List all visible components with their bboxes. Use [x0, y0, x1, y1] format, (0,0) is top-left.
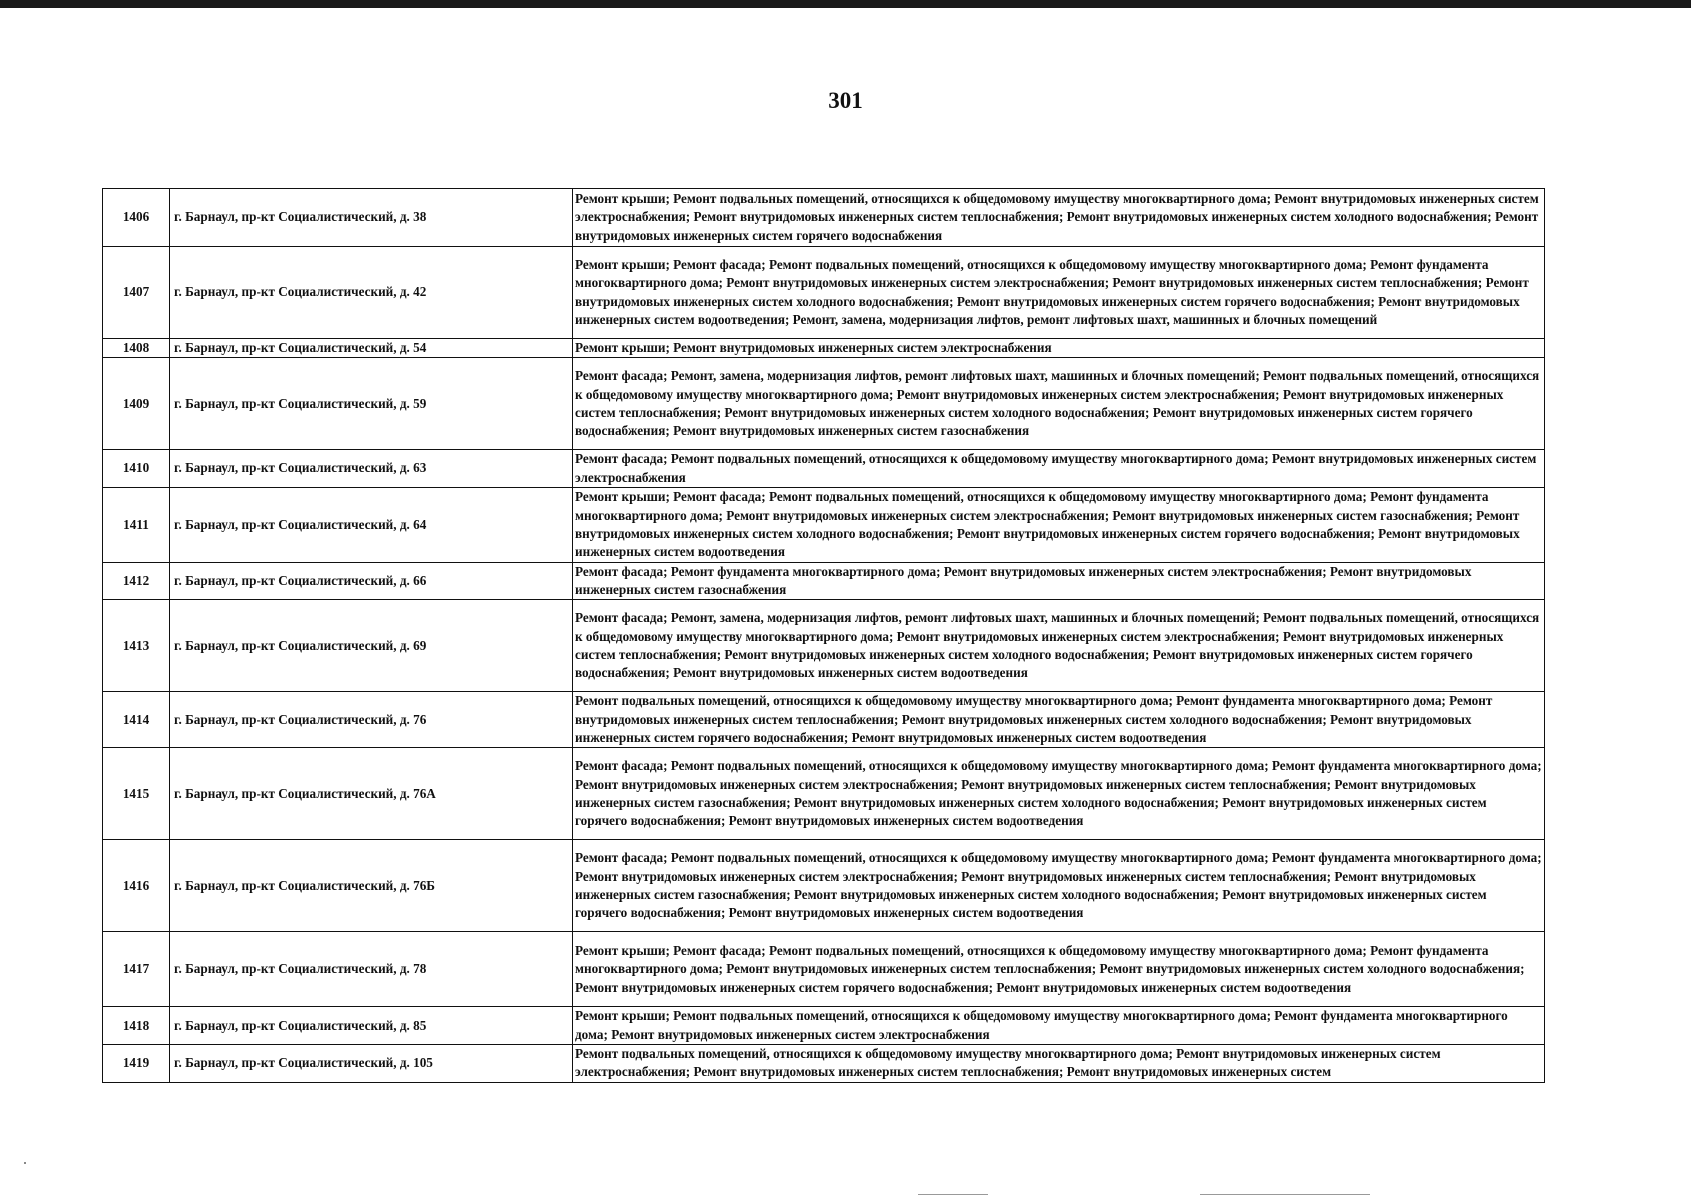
table-row	[103, 189, 1545, 247]
table-row	[103, 748, 1545, 840]
scan-artifact-line	[918, 1194, 988, 1195]
row-number: 1411	[103, 487, 170, 562]
row-works: Ремонт крыши; Ремонт фасада; Ремонт подвальных помещений, относящихся к общедомовому имуществу многоквартирного дома; Ремонт фундамента многоквартирного дома; Ремонт внутридомовых инженерных систем электроснабжения; Ремонт внутридомовых инженерных систем газоснабжения; Ремонт внутридомовых инженерных систем холодного водоснабжения; Ремонт внутридомовых инженерных систем горячего водоснабжения; Ремонт внутридомовых инженерных систем водоотведения	[573, 487, 1545, 562]
row-address: г. Барнаул, пр-кт Социалистический, д. 59	[170, 358, 573, 450]
row-number: 1413	[103, 600, 170, 692]
row-works: Ремонт крыши; Ремонт подвальных помещений, относящихся к общедомовому имуществу многоквартирного дома; Ремонт фундамента многоквартирного дома; Ремонт внутридомовых инженерных систем электроснабжения	[573, 1007, 1545, 1045]
row-number: 1407	[103, 247, 170, 339]
page-number: 301	[828, 88, 863, 113]
row-number: 1416	[103, 840, 170, 932]
row-number: 1418	[103, 1007, 170, 1045]
row-number: 1414	[103, 692, 170, 748]
row-address: г. Барнаул, пр-кт Социалистический, д. 69	[170, 600, 573, 692]
table-row	[103, 600, 1545, 692]
row-number: 1419	[103, 1044, 170, 1082]
row-works: Ремонт крыши; Ремонт фасада; Ремонт подвальных помещений, относящихся к общедомовому имуществу многоквартирного дома; Ремонт фундамента многоквартирного дома; Ремонт внутридомовых инженерных систем электроснабжения; Ремонт внутридомовых инженерных систем теплоснабжения; Ремонт внутридомовых инженерных систем холодного водоснабжения; Ремонт внутридомовых инженерных систем горячего водоснабжения; Ремонт внутридомовых инженерных систем водоотведения; Ремонт, замена, модернизация лифтов, ремонт лифтовых шахт, машинных и блочных помещений	[573, 247, 1545, 339]
row-works: Ремонт крыши; Ремонт подвальных помещений, относящихся к общедомовому имуществу многоквартирного дома; Ремонт внутридомовых инженерных систем электроснабжения; Ремонт внутридомовых инженерных систем теплоснабжения; Ремонт внутридомовых инженерных систем холодного водоснабжения; Ремонт внутридомовых инженерных систем горячего водоснабжения	[573, 189, 1545, 247]
row-number: 1415	[103, 748, 170, 840]
row-number: 1409	[103, 358, 170, 450]
table-row	[103, 247, 1545, 339]
row-address: г. Барнаул, пр-кт Социалистический, д. 63	[170, 450, 573, 488]
table-row	[103, 932, 1545, 1007]
table-row	[103, 1044, 1545, 1082]
row-number: 1412	[103, 562, 170, 600]
row-works: Ремонт фасада; Ремонт, замена, модернизация лифтов, ремонт лифтовых шахт, машинных и блочных помещений; Ремонт подвальных помещений, относящихся к общедомовому имуществу многоквартирного дома; Ремонт внутридомовых инженерных систем электроснабжения; Ремонт внутридомовых инженерных систем теплоснабжения; Ремонт внутридомовых инженерных систем холодного водоснабжения; Ремонт внутридомовых инженерных систем горячего водоснабжения; Ремонт внутридомовых инженерных систем водоотведения	[573, 600, 1545, 692]
scan-artifact-line	[1200, 1194, 1370, 1195]
repair-works-table	[102, 188, 1545, 1083]
row-address: г. Барнаул, пр-кт Социалистический, д. 64	[170, 487, 573, 562]
table-body	[103, 189, 1545, 1083]
table-row	[103, 358, 1545, 450]
row-address: г. Барнаул, пр-кт Социалистический, д. 66	[170, 562, 573, 600]
row-number: 1406	[103, 189, 170, 247]
row-address: г. Барнаул, пр-кт Социалистический, д. 105	[170, 1044, 573, 1082]
table-row	[103, 692, 1545, 748]
row-works: Ремонт фасада; Ремонт, замена, модернизация лифтов, ремонт лифтовых шахт, машинных и блочных помещений; Ремонт подвальных помещений, относящихся к общедомовому имуществу многоквартирного дома; Ремонт внутридомовых инженерных систем электроснабжения; Ремонт внутридомовых инженерных систем теплоснабжения; Ремонт внутридомовых инженерных систем холодного водоснабжения; Ремонт внутридомовых инженерных систем горячего водоснабжения; Ремонт внутридомовых инженерных систем газоснабжения	[573, 358, 1545, 450]
row-address: г. Барнаул, пр-кт Социалистический, д. 85	[170, 1007, 573, 1045]
row-number: 1417	[103, 932, 170, 1007]
row-address: г. Барнаул, пр-кт Социалистический, д. 38	[170, 189, 573, 247]
row-works: Ремонт подвальных помещений, относящихся к общедомовому имуществу многоквартирного дома; Ремонт фундамента многоквартирного дома; Ремонт внутридомовых инженерных систем теплоснабжения; Ремонт внутридомовых инженерных систем холодного водоснабжения; Ремонт внутридомовых инженерных систем горячего водоснабжения; Ремонт внутридомовых инженерных систем водоотведения	[573, 692, 1545, 748]
row-address: г. Барнаул, пр-кт Социалистический, д. 42	[170, 247, 573, 339]
table-row	[103, 339, 1545, 358]
row-works: Ремонт крыши; Ремонт внутридомовых инженерных систем электроснабжения	[573, 339, 1545, 358]
row-address: г. Барнаул, пр-кт Социалистический, д. 76Б	[170, 840, 573, 932]
row-works: Ремонт крыши; Ремонт фасада; Ремонт подвальных помещений, относящихся к общедомовому имуществу многоквартирного дома; Ремонт фундамента многоквартирного дома; Ремонт внутридомовых инженерных систем теплоснабжения; Ремонт внутридомовых инженерных систем холодного водоснабжения; Ремонт внутридомовых инженерных систем горячего водоснабжения; Ремонт внутридомовых инженерных систем водоотведения	[573, 932, 1545, 1007]
row-address: г. Барнаул, пр-кт Социалистический, д. 78	[170, 932, 573, 1007]
table-row	[103, 487, 1545, 562]
row-works: Ремонт фасада; Ремонт подвальных помещений, относящихся к общедомовому имуществу многоквартирного дома; Ремонт фундамента многоквартирного дома; Ремонт внутридомовых инженерных систем электроснабжения; Ремонт внутридомовых инженерных систем теплоснабжения; Ремонт внутридомовых инженерных систем газоснабжения; Ремонт внутридомовых инженерных систем холодного водоснабжения; Ремонт внутридомовых инженерных систем горячего водоснабжения; Ремонт внутридомовых инженерных систем водоотведения	[573, 748, 1545, 840]
row-address: г. Барнаул, пр-кт Социалистический, д. 54	[170, 339, 573, 358]
row-works: Ремонт подвальных помещений, относящихся к общедомовому имуществу многоквартирного дома; Ремонт внутридомовых инженерных систем электроснабжения; Ремонт внутридомовых инженерных систем теплоснабжения; Ремонт внутридомовых инженерных систем	[573, 1044, 1545, 1082]
scan-artifact-dot	[24, 1162, 26, 1164]
row-works: Ремонт фасада; Ремонт подвальных помещений, относящихся к общедомовому имуществу многоквартирного дома; Ремонт внутридомовых инженерных систем электроснабжения	[573, 450, 1545, 488]
table-row	[103, 450, 1545, 488]
row-works: Ремонт фасада; Ремонт фундамента многоквартирного дома; Ремонт внутридомовых инженерных систем электроснабжения; Ремонт внутридомовых инженерных систем газоснабжения	[573, 562, 1545, 600]
scan-top-border	[0, 0, 1691, 8]
table-row	[103, 1007, 1545, 1045]
row-number: 1408	[103, 339, 170, 358]
row-number: 1410	[103, 450, 170, 488]
row-works: Ремонт фасада; Ремонт подвальных помещений, относящихся к общедомовому имуществу многоквартирного дома; Ремонт фундамента многоквартирного дома; Ремонт внутридомовых инженерных систем электроснабжения; Ремонт внутридомовых инженерных систем теплоснабжения; Ремонт внутридомовых инженерных систем газоснабжения; Ремонт внутридомовых инженерных систем холодного водоснабжения; Ремонт внутридомовых инженерных систем горячего водоснабжения; Ремонт внутридомовых инженерных систем водоотведения	[573, 840, 1545, 932]
row-address: г. Барнаул, пр-кт Социалистический, д. 76А	[170, 748, 573, 840]
table-row	[103, 840, 1545, 932]
row-address: г. Барнаул, пр-кт Социалистический, д. 76	[170, 692, 573, 748]
table-row	[103, 562, 1545, 600]
